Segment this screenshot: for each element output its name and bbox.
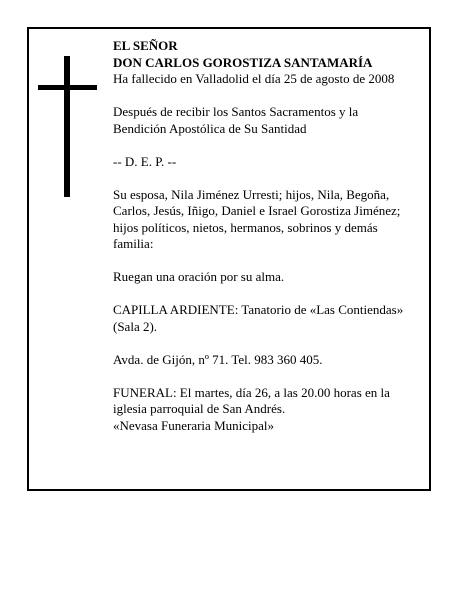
death-notice: Ha fallecido en Valladolid el día 25 de agosto de 2008 (113, 71, 395, 86)
funeral-home: «Nevasa Funeraria Municipal» (113, 417, 275, 433)
spacer (113, 137, 425, 154)
cross-icon-crossbar (38, 85, 97, 90)
funeral-info: FUNERAL: El martes, día 26, a las 20.00 horas en la (113, 384, 390, 400)
spacer (113, 170, 425, 187)
chapel-info: (Sala 2). (113, 318, 158, 334)
family-line: familia: (113, 236, 154, 251)
prayer-request: Ruegan una oración por su alma. (113, 269, 285, 284)
family-line: Su esposa, Nila Jiménez Urresti; hijos, Nila, Begoña, (113, 186, 390, 202)
funeral-info: iglesia parroquial de San Andrés. (113, 401, 286, 416)
chapel-info: CAPILLA ARDIENTE: Tanatorio de «Las Contiendas» (113, 302, 404, 317)
title-line: EL SEÑOR (113, 38, 178, 53)
spacer (113, 286, 425, 303)
deceased-name: DON CARLOS GOROSTIZA SANTAMARÍA (113, 54, 373, 70)
spacer (113, 368, 425, 385)
address-line: Avda. de Gijón, nº 71. Tel. 983 360 405. (113, 351, 323, 367)
sacraments-line: Bendición Apostólica de Su Santidad (113, 120, 307, 136)
rip-line: -- D. E. P. -- (113, 153, 177, 169)
spacer (113, 253, 425, 270)
obituary-text (113, 38, 425, 434)
cross-icon (64, 56, 70, 197)
family-line: hijos políticos, nietos, hermanos, sobrinos y demás (113, 219, 378, 235)
spacer (113, 88, 425, 105)
spacer (113, 335, 425, 352)
family-line: Carlos, Jesús, Iñigo, Daniel e Israel Gorostiza Jiménez; (113, 203, 401, 218)
sacraments-line: Después de recibir los Santos Sacramentos y la (113, 104, 359, 119)
